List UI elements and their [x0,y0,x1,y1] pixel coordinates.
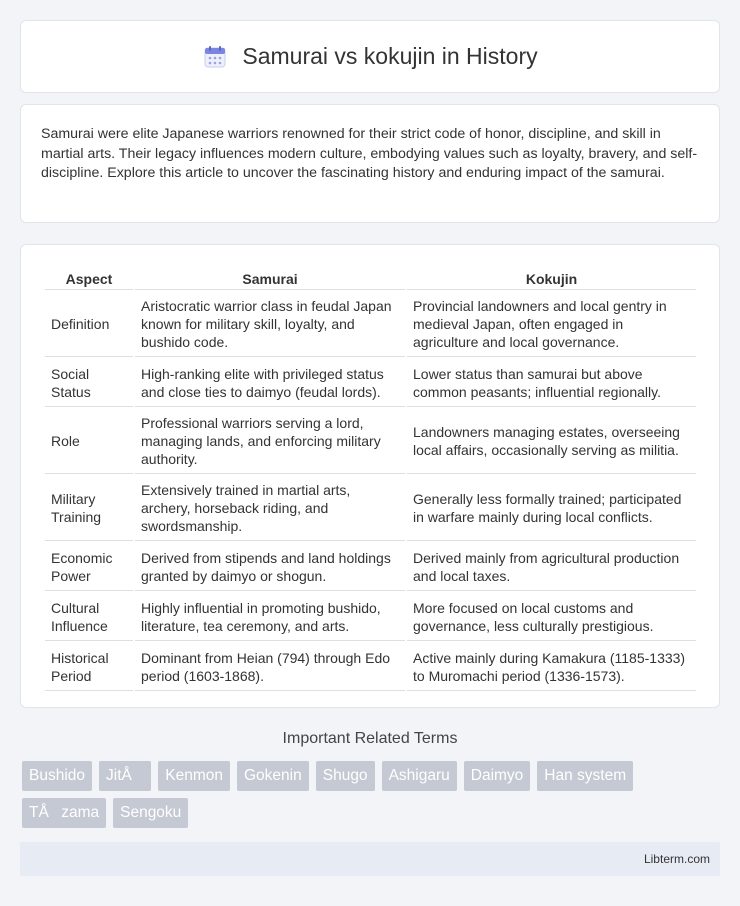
tag-sengoku[interactable]: Sengoku [113,798,188,828]
cell-kokujin: More focused on local customs and governance, less culturally prestigious. [407,593,696,641]
cell-aspect: Definition [45,292,133,357]
cell-kokujin: Generally less formally trained; participated in warfare mainly during local conflicts. [407,476,696,541]
table-row [45,476,696,541]
cell-samurai: Aristocratic warrior class in feudal Japan known for military skill, loyalty, and bushido code. [135,292,405,357]
cell-samurai: Professional warriors serving a lord, managing lands, and enforcing military authority. [135,409,405,474]
comparison-card [20,244,720,708]
related-terms-list [22,761,722,828]
cell-kokujin: Derived mainly from agricultural production and local taxes. [407,543,696,591]
intro-text: Samurai were elite Japanese warriors renowned for their strict code of honor, discipline, and skill in martial arts. Their legacy influences modern culture, embodying values such as loyalty, bravery, and self-discipline. Explore this article to uncover the fascinating history and enduring impact of the samurai. [41,126,698,181]
header-samurai: Samurai [135,267,405,290]
cell-aspect: Role [45,409,133,474]
table-header-row [45,267,696,290]
cell-kokujin: Landowners managing estates, overseeing local affairs, occasionally serving as militia. [407,409,696,474]
cell-kokujin: Provincial landowners and local gentry in medieval Japan, often engaged in agriculture and local governance. [407,292,696,357]
header-card [20,20,720,93]
cell-kokujin: Active mainly during Kamakura (1185-1333) to Muromachi period (1336-1573). [407,643,696,691]
table-row [45,359,696,407]
intro-card [20,104,720,223]
tag-bushido[interactable]: Bushido [22,761,92,791]
header-kokujin: Kokujin [407,267,696,290]
cell-aspect: Historical Period [45,643,133,691]
tag-shugo[interactable]: Shugo [316,761,375,791]
tag-kenmon[interactable]: Kenmon [158,761,230,791]
footer-site-link[interactable]: Libterm.com [643,852,710,866]
comparison-table [43,265,698,693]
cell-samurai: Dominant from Heian (794) through Edo period (1603-1868). [135,643,405,691]
header-aspect: Aspect [45,267,133,290]
table-row [45,292,696,357]
tag-jito[interactable]: JitÅ [99,761,151,791]
tag-han-system[interactable]: Han system [537,761,633,791]
cell-kokujin: Lower status than samurai but above common peasants; influential regionally. [407,359,696,407]
table-row [45,593,696,641]
footer [20,842,720,876]
tag-gokenin[interactable]: Gokenin [237,761,309,791]
tag-ashigaru[interactable]: Ashigaru [382,761,457,791]
tag-daimyo[interactable]: Daimyo [464,761,531,791]
table-row [45,643,696,691]
calendar-icon [202,44,228,70]
cell-aspect: Economic Power [45,543,133,591]
cell-samurai: Highly influential in promoting bushido, literature, tea ceremony, and arts. [135,593,405,641]
table-row [45,543,696,591]
cell-samurai: High-ranking elite with privileged status and close ties to daimyo (feudal lords). [135,359,405,407]
cell-samurai: Extensively trained in martial arts, archery, horseback riding, and swordsmanship. [135,476,405,541]
related-terms-title: Important Related Terms [282,730,458,747]
cell-aspect: Military Training [45,476,133,541]
table-row [45,409,696,474]
cell-aspect: Cultural Influence [45,593,133,641]
page-title: Samurai vs kokujin in History [242,43,538,69]
tag-tozama[interactable]: TÅzama [22,798,106,828]
cell-samurai: Derived from stipends and land holdings granted by daimyo or shogun. [135,543,405,591]
cell-aspect: Social Status [45,359,133,407]
